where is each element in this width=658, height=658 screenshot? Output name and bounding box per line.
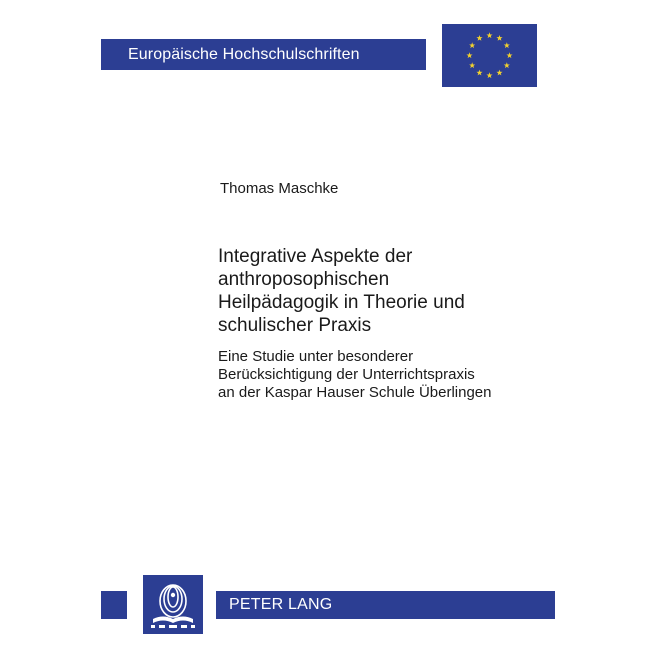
publisher-name: PETER LANG — [229, 596, 333, 613]
star-icon — [476, 35, 482, 41]
book-title-line: anthroposophischen — [218, 269, 390, 290]
star-icon — [466, 52, 472, 58]
star-icon — [486, 32, 492, 38]
star-icon — [504, 62, 510, 68]
series-title: Europäische Hochschulschriften — [128, 46, 360, 63]
star-icon — [504, 42, 510, 48]
decorative-square — [101, 591, 127, 619]
book-title-line: Integrative Aspekte der — [218, 246, 413, 267]
book-title-line: schulischer Praxis — [218, 315, 372, 336]
peter-lang-logo-icon — [143, 575, 203, 634]
star-icon — [506, 52, 512, 58]
book-subtitle-line: Berücksichtigung der Unterrichtspraxis — [218, 366, 475, 383]
star-icon — [496, 70, 502, 76]
book-subtitle — [218, 348, 548, 402]
author-name: Thomas Maschke — [220, 180, 339, 197]
star-icon — [469, 42, 475, 48]
star-icon — [496, 35, 502, 41]
star-icon — [486, 72, 492, 78]
eu-flag-icon — [442, 24, 537, 87]
book-title — [218, 245, 548, 337]
star-icon — [476, 70, 482, 76]
star-icon — [469, 62, 475, 68]
book-title-line: Heilpädagogik in Theorie und — [218, 292, 465, 313]
book-subtitle-line: Eine Studie unter besonderer — [218, 348, 414, 365]
book-subtitle-line: an der Kaspar Hauser Schule Überlingen — [218, 384, 492, 401]
